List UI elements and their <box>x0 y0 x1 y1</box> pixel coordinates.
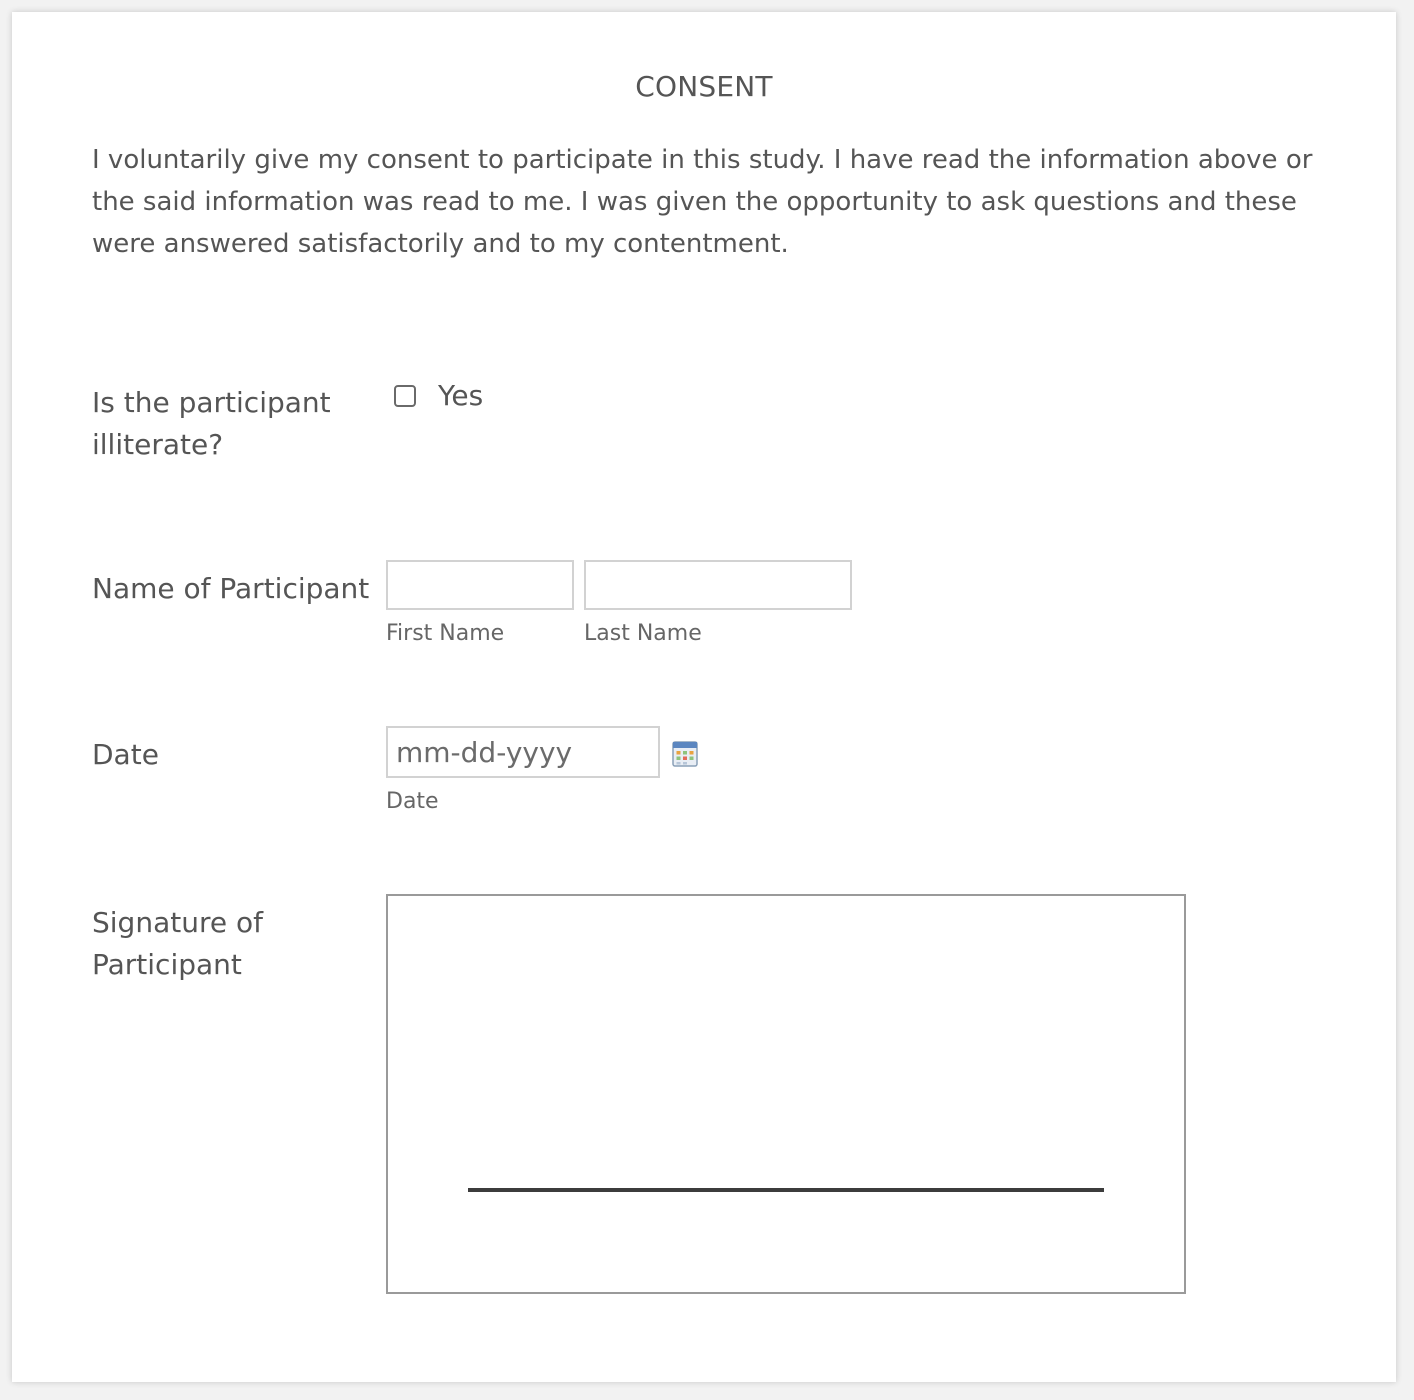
date-input[interactable] <box>386 726 660 778</box>
consent-form <box>12 12 1396 1382</box>
last-name-sublabel: Last Name <box>584 621 702 646</box>
illiterate-question-label: Is the participant illiterate? <box>92 386 331 461</box>
first-name-sublabel: First Name <box>386 621 505 646</box>
illiterate-checkbox[interactable] <box>394 385 416 407</box>
first-name-input[interactable] <box>386 560 574 610</box>
consent-statement: I voluntarily give my consent to participate in this study. I have read the information above or the said information was read to me. I was given the opportunity to ask questions and these were answered satisfactorily and to my contentment. <box>92 145 1313 259</box>
calendar-icon[interactable] <box>672 741 698 767</box>
illiterate-option-label: Yes <box>438 379 484 412</box>
date-label: Date <box>92 738 159 771</box>
signature-label: Signature of Participant <box>92 906 263 981</box>
illiterate-option[interactable] <box>394 378 483 414</box>
date-sublabel: Date <box>386 789 439 814</box>
participant-name-label: Name of Participant <box>92 572 370 605</box>
last-name-input[interactable] <box>584 560 852 610</box>
signature-pad[interactable] <box>386 894 1186 1294</box>
signature-line <box>468 1188 1104 1192</box>
form-title: CONSENT <box>635 70 773 103</box>
